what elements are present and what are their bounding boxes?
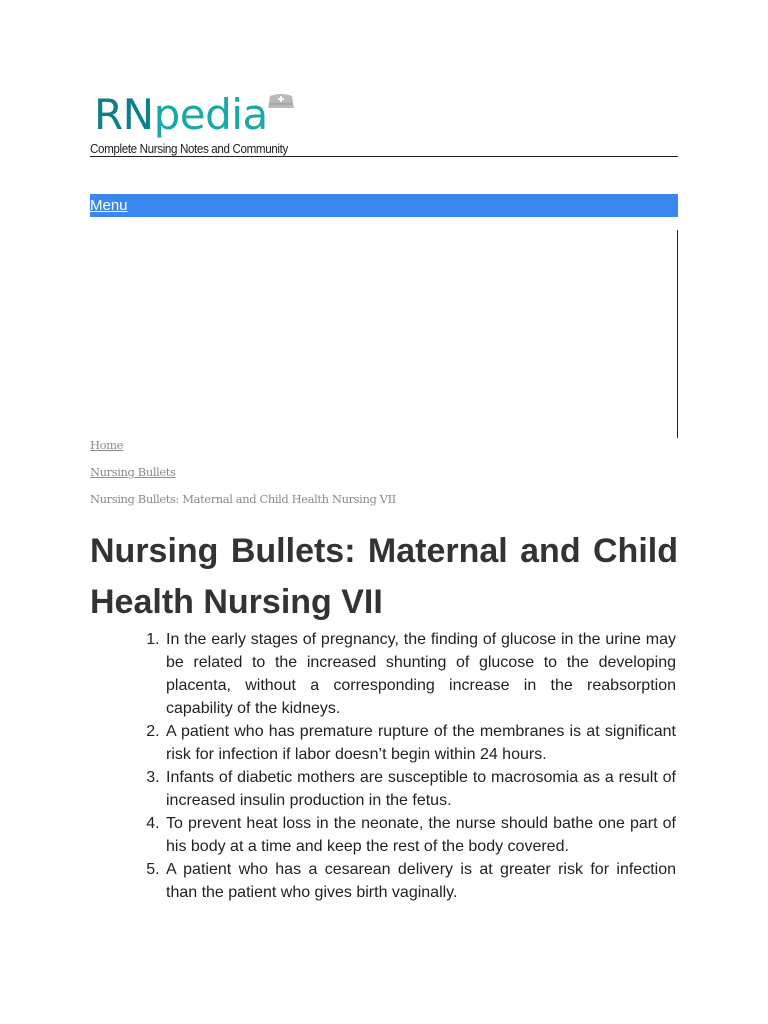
list-item: 3. Infants of diabetic mothers are susceptible to macrosomia as a result of increased insulin production in the fetus. <box>164 766 676 812</box>
site-logo[interactable] <box>90 90 305 160</box>
menu-toggle-link[interactable]: Menu <box>90 197 128 214</box>
logo-text-pedia: pedia <box>153 90 268 139</box>
ad-placeholder <box>90 230 678 438</box>
breadcrumb-home-link[interactable]: Home <box>90 438 124 452</box>
logo-wordmark <box>94 90 268 140</box>
breadcrumb-nursing-bullets-link[interactable]: Nursing Bullets <box>90 465 176 479</box>
header-divider <box>90 156 678 157</box>
breadcrumb-current-page: Nursing Bullets: Maternal and Child Health Nursing VII <box>90 492 396 506</box>
list-item: 1. In the early stages of pregnancy, the finding of glucose in the urine may be related to the increased shunting of glucose to the developing placenta, without a corresponding increase in the reabsorption capability of the kidneys. <box>164 628 676 720</box>
list-item: 2. A patient who has premature rupture of the membranes is at significant risk for infection if labor doesn’t begin within 24 hours. <box>164 720 676 766</box>
logo-tagline: Complete Nursing Notes and Community <box>90 142 288 156</box>
nurse-cap-icon <box>266 93 296 110</box>
logo-text-rn: RN <box>94 90 154 139</box>
nursing-bullets-list <box>90 628 676 904</box>
list-item: 5. A patient who has a cesarean delivery is at greater risk for infection than the patient who gives birth vaginally. <box>164 858 676 904</box>
main-menu-bar <box>90 194 678 217</box>
list-item: 4. To prevent heat loss in the neonate, the nurse should bathe one part of his body at a time and keep the rest of the body covered. <box>164 812 676 858</box>
page-title: Nursing Bullets: Maternal and Child Health Nursing VII <box>90 532 678 621</box>
ad-placeholder-border <box>677 230 678 438</box>
